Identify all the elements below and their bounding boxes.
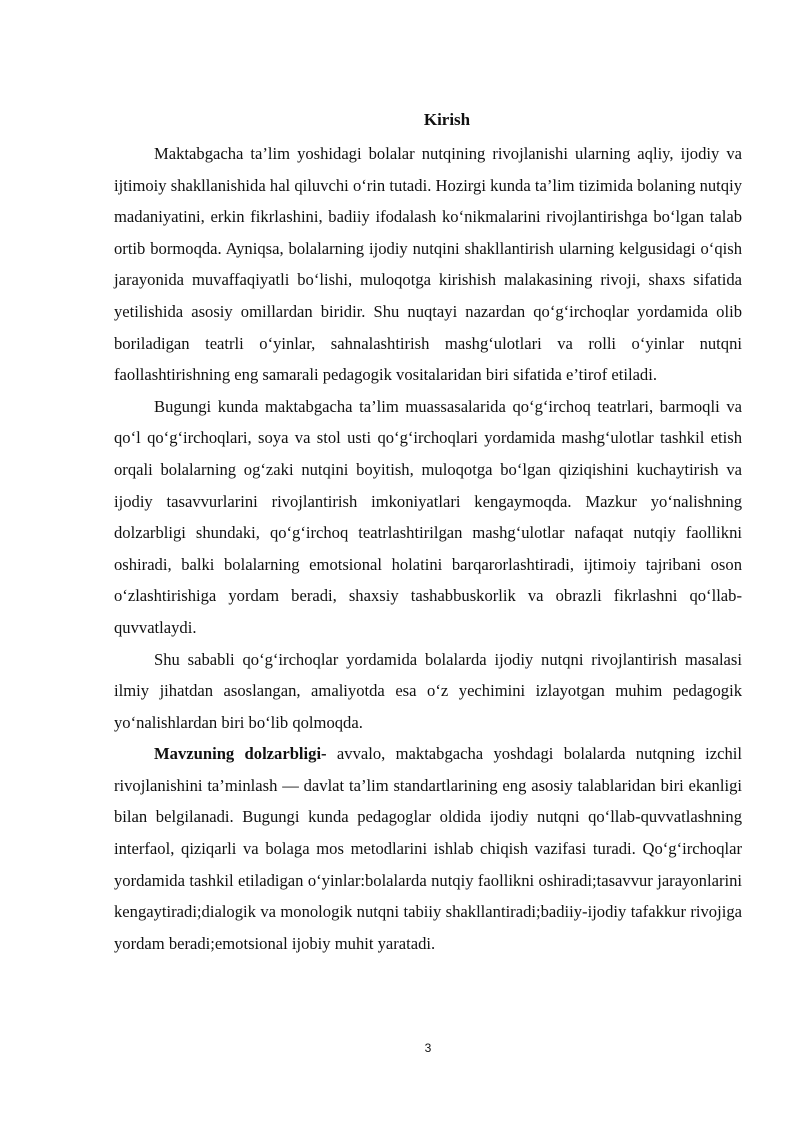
page-title: Kirish [423, 110, 471, 129]
paragraph-relevance [114, 738, 742, 959]
document-body [114, 138, 742, 959]
page-number: 3 [424, 1041, 432, 1055]
paragraph-puppet-theatres: Bugungi kunda maktabgacha ta’lim muassasalarida qo‘g‘irchoq teatrlari, barmoqli va qo‘l qo‘g‘irchoqlari, soya va stol usti qo‘g‘irchoqlari yordamida mashg‘ulotlar tashkil etish orqali bolalarning og‘zaki nutqini boyitish, muloqotga bo‘lgan qiziqishini kuchaytirish va ijodiy tasavvurlarini rivojlantirish imkoniyatlari kengaymoqda. Mazkur yo‘nalishning dolzarbligi shundaki, qo‘g‘irchoq teatrlashtirilgan mashg‘ulotlar nafaqat nutqiy faollikni oshiradi, balki bolalarning emotsional holatini barqarorlashtiradi, ijtimoiy tajribani oson o‘zlashtirishiga yordam beradi, shaxsiy tashabbuskorlik va obrazli fikrlashni qo‘llab-quvvatlaydi. [114, 396, 742, 637]
relevance-heading: Mavzuning dolzarbligi- [154, 744, 327, 764]
paragraph-intro: Maktabgacha ta’lim yoshidagi bolalar nutqining rivojlanishi ularning aqliy, ijodiy va ijtimoiy shakllanishida hal qiluvchi o‘rin tutadi. Hozirgi kunda ta’lim tizimida bolaning nutqiy madaniyatini, erkin fikrlashini, badiiy ifodalash ko‘nikmalarini rivojlantirishga bo‘lgan talab ortib bormoqda. Ayniqsa, bolalarning ijodiy nutqini shakllantirish ularning kelgusidagi o‘qish jarayonida muvaffaqiyatli bo‘lishi, muloqotga kirishish malakasining rivoji, shaxs sifatida yetilishida asosiy omillardan biridir. Shu nuqtayi nazardan qo‘g‘irchoqlar yordamida olib boriladigan teatrli o‘yinlar, sahnalashtirish mashg‘ulotlari va rolli o‘yinlar nutqni faollashtirishning eng samarali pedagogik vositalaridan biri sifatida e’tirof etiladi. [114, 144, 742, 385]
paragraph-significance: Shu sababli qo‘g‘irchoqlar yordamida bolalarda ijodiy nutqni rivojlantirish masalasi ilmiy jihatdan asoslangan, amaliyotda esa o‘z yechimini izlayotgan muhim pedagogik yo‘nalishlardan biri bo‘lib qolmoqda. [114, 649, 742, 732]
relevance-text: avvalo, maktabgacha yoshdagi bolalarda nutqning izchil rivojlanishini ta’minlash — davlat ta’lim standartlarining eng asosiy talablaridan biri ekanligi bilan belgilanadi. Bugungi kunda pedagoglar oldida ijodiy nutqni qo‘llab-quvvatlashning interfaol, qiziqarli va bolaga mos metodlarini ishlab chiqish vazifasi turadi. Qo‘g‘irchoqlar yordamida tashkil etiladigan o‘yinlar:bolalarda nutqiy faollikni oshiradi;tasavvur jarayonlarini kengaytiradi;dialogik va monologik nutqni tabiiy shakllantiradi;badiiy-ijodiy tafakkur rivojiga yordam beradi;emotsional ijobiy muhit yaratadi. [114, 744, 742, 953]
